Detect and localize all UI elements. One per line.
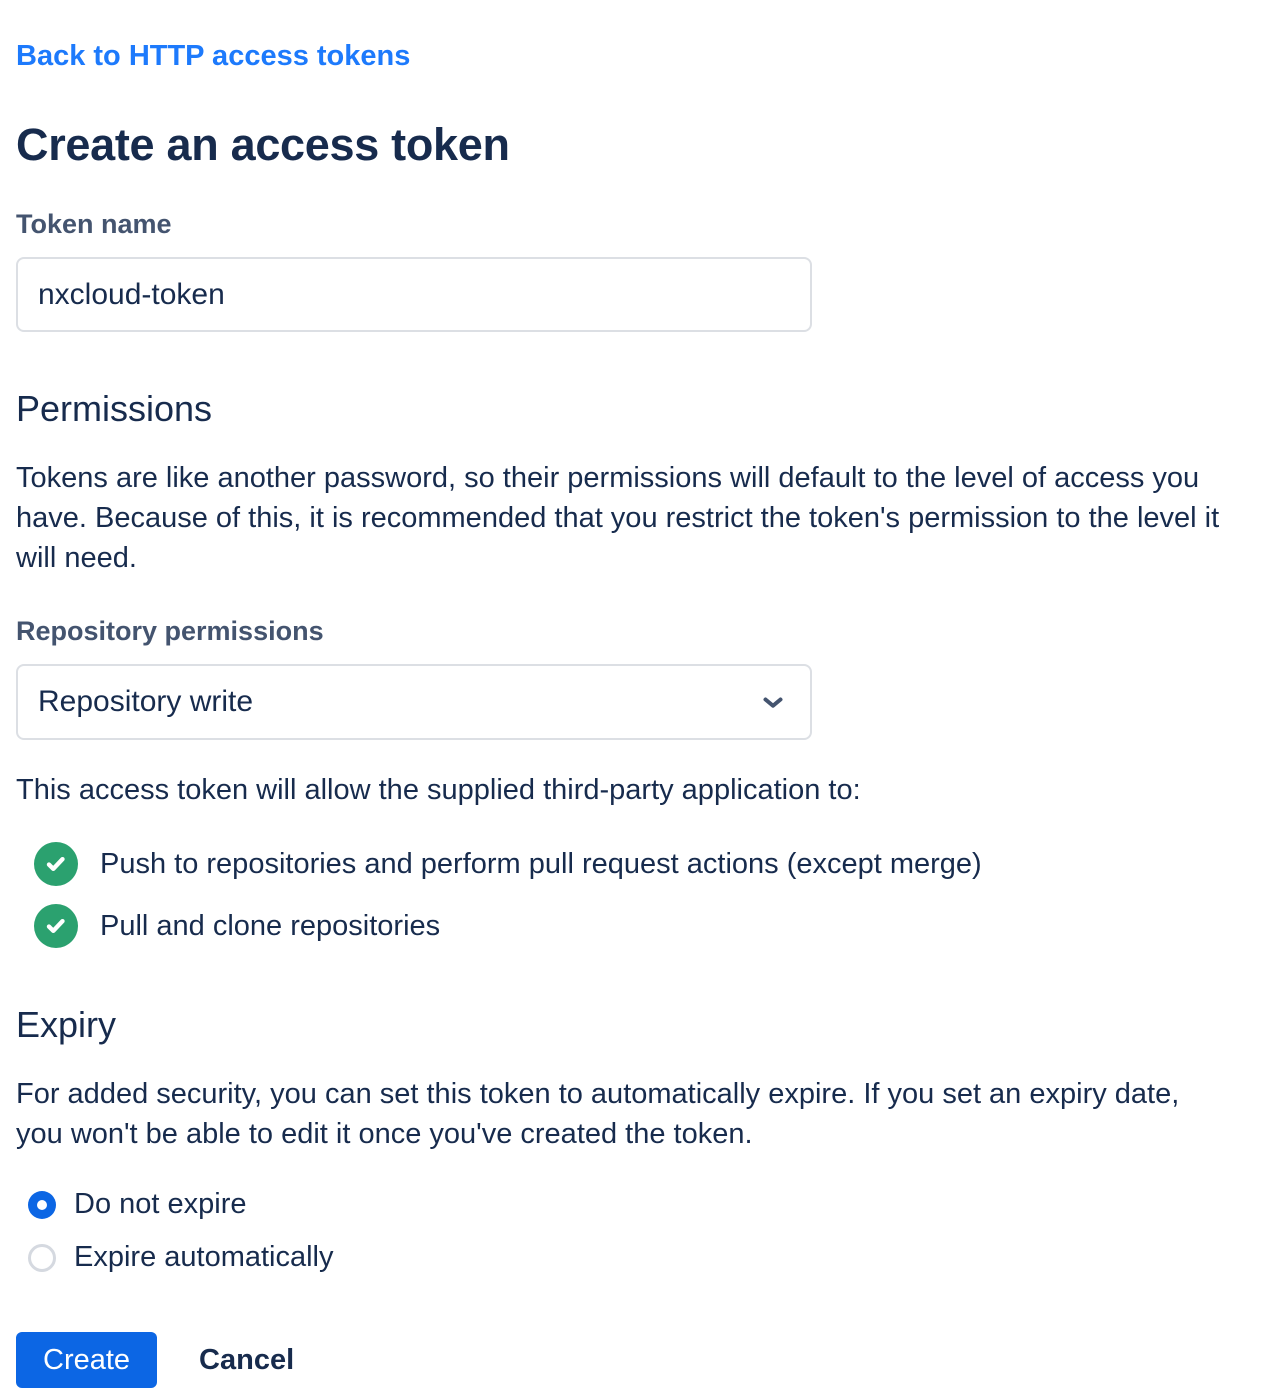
granted-permissions-list: [16, 842, 1258, 948]
allow-intro-text: This access token will allow the supplied third-party application to:: [16, 774, 861, 806]
list-item: [34, 842, 1258, 886]
radio-option-label: Do not expire: [74, 1188, 247, 1220]
radio-option-do-not-expire[interactable]: [16, 1188, 1258, 1221]
expiry-section-title: Expiry: [16, 1004, 117, 1045]
token-name-label: Token name: [16, 209, 172, 239]
permissions-section-title: Permissions: [16, 388, 213, 429]
permission-item-label: Push to repositories and perform pull request actions (except merge): [100, 847, 982, 880]
check-circle-icon: [34, 904, 78, 948]
radio-option-label: Expire automatically: [74, 1241, 334, 1273]
radio-option-expire-automatically[interactable]: [16, 1241, 1258, 1274]
repository-permissions-select[interactable]: [16, 664, 812, 740]
list-item: [34, 904, 1258, 948]
page-title: Create an access token: [16, 119, 510, 170]
expiry-radio-group: [16, 1188, 1258, 1274]
back-to-http-access-tokens-link[interactable]: Back to HTTP access tokens: [16, 40, 411, 72]
check-circle-icon: [34, 842, 78, 886]
radio-unselected-icon: [28, 1244, 56, 1272]
radio-selected-icon: [28, 1191, 56, 1219]
form-actions: [16, 1332, 1258, 1388]
repository-permissions-selected-value: Repository write: [38, 685, 254, 718]
cancel-button[interactable]: Cancel: [199, 1343, 295, 1376]
permissions-description: Tokens are like another password, so their permissions will default to the level of access you have. Because of this, it is recommended that you restrict the token's permission to the level it will need.: [16, 462, 1220, 574]
permission-item-label: Pull and clone repositories: [100, 909, 441, 942]
chevron-down-icon: [758, 687, 788, 717]
repository-permissions-label: Repository permissions: [16, 616, 324, 646]
expiry-description: For added security, you can set this token to automatically expire. If you set an expiry date, you won't be able to edit it once you've created the token.: [16, 1078, 1180, 1150]
token-name-input[interactable]: [16, 257, 812, 332]
create-button[interactable]: Create: [16, 1332, 157, 1388]
